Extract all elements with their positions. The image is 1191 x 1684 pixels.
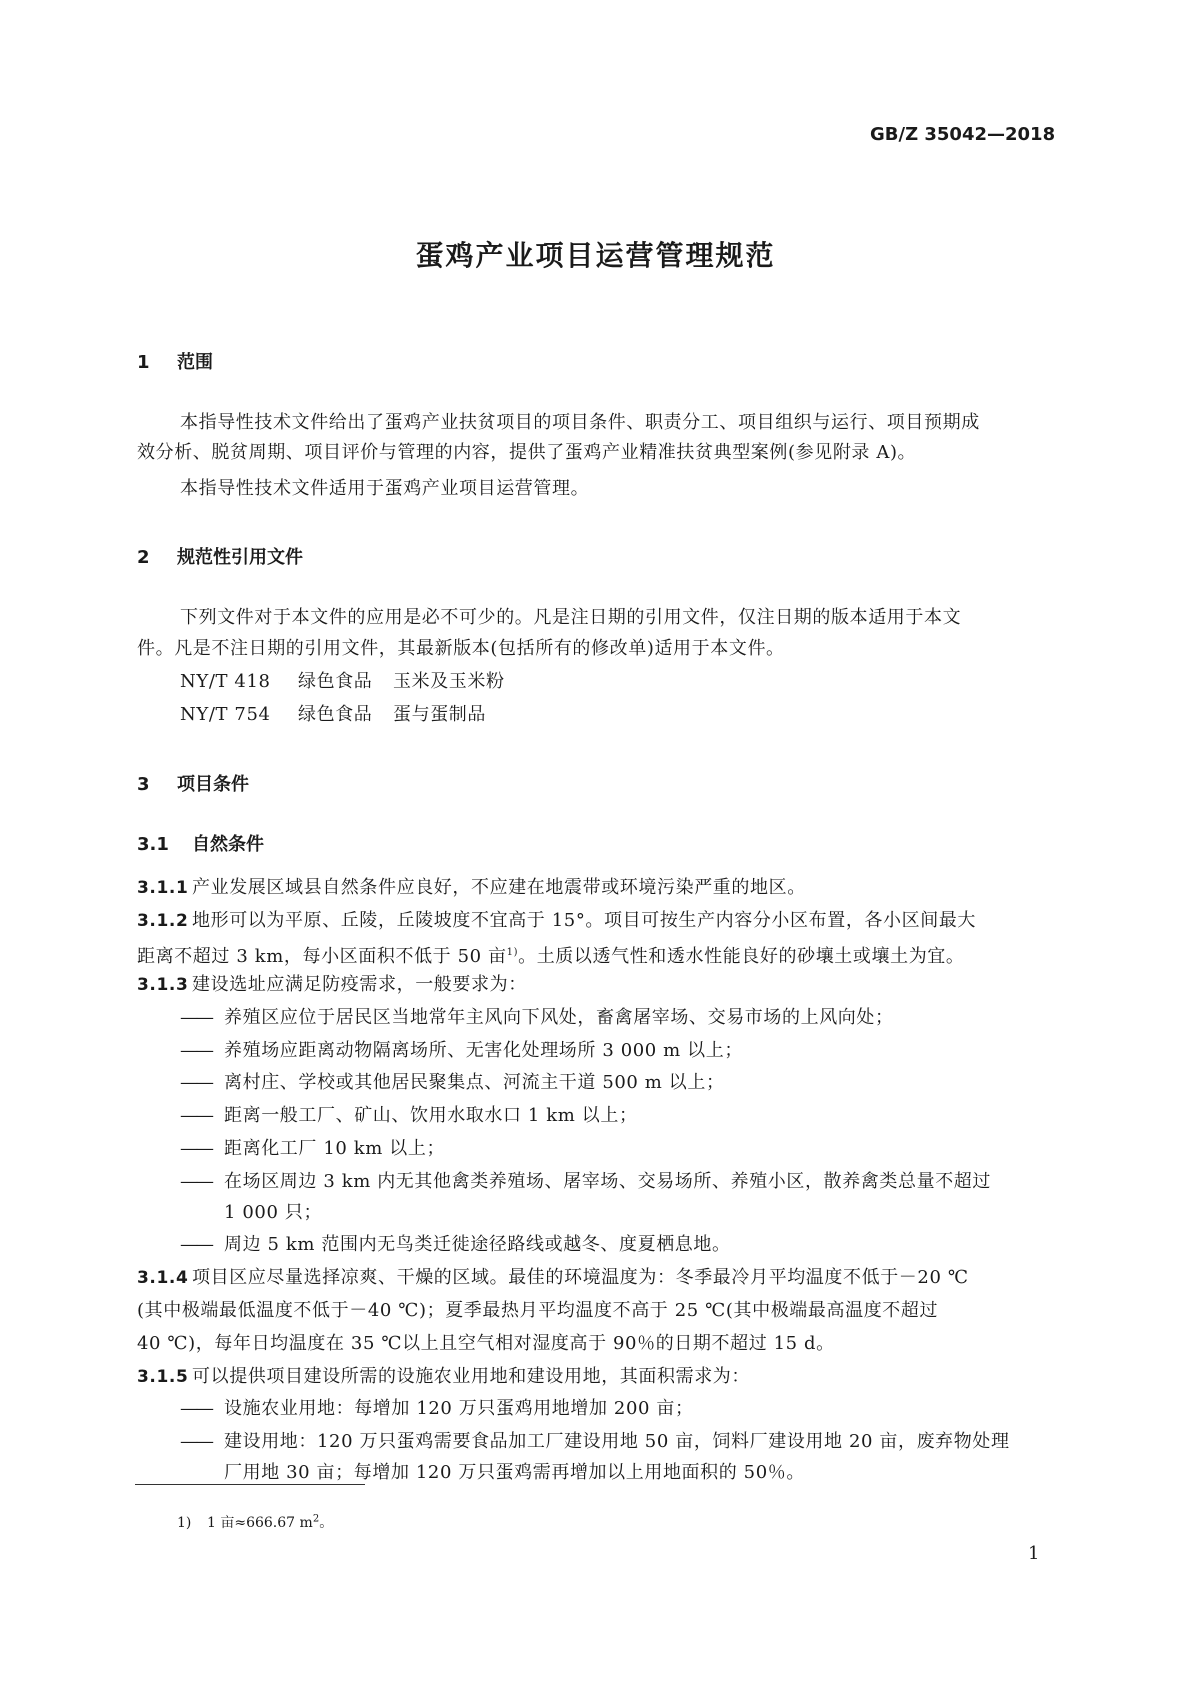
clause-text: 。土质以透气性和透水性能良好的砂壤土或壤土为宜。 bbox=[518, 946, 965, 967]
list-item bbox=[180, 1394, 694, 1424]
reference-name: 蛋与蛋制品 bbox=[393, 704, 486, 725]
dash-marker: —— bbox=[180, 1007, 212, 1028]
clause-line: (其中极端最低温度不低于－40 ℃)；夏季最热月平均温度不高于 25 ℃(其中极端最高温度不超过 bbox=[137, 1300, 939, 1321]
clause-3-1-5 bbox=[137, 1362, 750, 1392]
reference-group: 绿色食品 bbox=[298, 704, 373, 725]
clause-3-1-2 bbox=[137, 906, 976, 936]
clause-3-1-4 bbox=[137, 1263, 969, 1293]
list-item-text: 距离化工厂 10 km 以上； bbox=[224, 1138, 446, 1159]
clause-text: 建设选址应满足防疫需求，一般要求为： bbox=[192, 974, 527, 995]
dash-marker: —— bbox=[180, 1431, 212, 1452]
clause-text: 项目区应尽量选择凉爽、干燥的区域。最佳的环境温度为：冬季最冷月平均温度不低于－20 ℃ bbox=[192, 1267, 969, 1288]
dash-marker: —— bbox=[180, 1234, 212, 1255]
list-item bbox=[180, 1134, 445, 1164]
list-item-text: 在场区周边 3 km 内无其他禽类养殖场、屠宰场、交易场所、养殖小区，散养禽类总量不超过 bbox=[224, 1171, 991, 1192]
clause-number: 3.1.1 bbox=[137, 878, 189, 898]
list-item bbox=[180, 1230, 731, 1260]
clause-text: 可以提供项目建设所需的设施农业用地和建设用地，其面积需求为： bbox=[192, 1366, 750, 1387]
clause-text: 产业发展区域县自然条件应良好，不应建在地震带或环境污染严重的地区。 bbox=[192, 877, 806, 898]
list-item-text: 养殖场应距离动物隔离场所、无害化处理场所 3 000 m 以上； bbox=[224, 1040, 743, 1061]
footnote-superscript: 2 bbox=[312, 1513, 320, 1525]
clause-number: 3.1.3 bbox=[137, 975, 189, 995]
footnote-mark: 1) bbox=[177, 1515, 192, 1531]
footnote bbox=[177, 1512, 333, 1532]
section-title: 项目条件 bbox=[177, 774, 249, 795]
clause-3-1-3 bbox=[137, 970, 527, 1000]
dash-marker: —— bbox=[180, 1105, 212, 1126]
section-heading-2 bbox=[137, 543, 303, 569]
list-item bbox=[180, 1003, 894, 1033]
list-item-text: 周边 5 km 范围内无鸟类迁徙途径路线或越冬、度夏栖息地。 bbox=[224, 1234, 731, 1255]
paragraph-line: 效分析、脱贫周期、项目评价与管理的内容，提供了蛋鸡产业精准扶贫典型案例(参见附录 A)。 bbox=[137, 442, 917, 463]
dash-marker: —— bbox=[180, 1040, 212, 1061]
reference-group: 绿色食品 bbox=[298, 671, 373, 692]
subsection-number: 3.1 bbox=[137, 834, 169, 855]
list-item bbox=[180, 1068, 725, 1098]
section-number: 3 bbox=[137, 774, 150, 795]
dash-marker: —— bbox=[180, 1138, 212, 1159]
list-item-continuation: 1 000 只； bbox=[224, 1202, 323, 1223]
footnote-reference[interactable]: 1) bbox=[506, 947, 519, 958]
list-item-text: 离村庄、学校或其他居民聚集点、河流主干道 500 m 以上； bbox=[224, 1072, 725, 1093]
subsection-heading bbox=[137, 830, 264, 856]
section-heading-1 bbox=[137, 348, 213, 374]
reference-code: NY/T 418 bbox=[180, 671, 271, 692]
dash-marker: —— bbox=[180, 1171, 212, 1192]
standard-code: GB/Z 35042—2018 bbox=[870, 124, 1056, 145]
subsection-title: 自然条件 bbox=[192, 834, 264, 855]
section-title: 范围 bbox=[177, 352, 213, 373]
section-heading-3 bbox=[137, 770, 249, 796]
reference-name: 玉米及玉米粉 bbox=[393, 671, 505, 692]
clause-number: 3.1.4 bbox=[137, 1268, 189, 1288]
list-item-text: 养殖区应位于居民区当地常年主风向下风处，畜禽屠宰场、交易市场的上风向处； bbox=[224, 1007, 894, 1028]
footnote-text: 1 亩≈666.67 m bbox=[207, 1515, 313, 1531]
list-item-text: 距离一般工厂、矿山、饮用水取水口 1 km 以上； bbox=[224, 1105, 638, 1126]
clause-text: 距离不超过 3 km，每小区面积不低于 50 亩 bbox=[137, 946, 507, 967]
clause-line: 40 ℃)，每年日均温度在 35 ℃以上且空气相对湿度高于 90％的日期不超过 15 d。 bbox=[137, 1333, 835, 1354]
clause-number: 3.1.2 bbox=[137, 911, 189, 931]
list-item bbox=[180, 1167, 991, 1197]
paragraph-line: 本指导性技术文件适用于蛋鸡产业项目运营管理。 bbox=[180, 478, 590, 499]
list-item-continuation: 厂用地 30 亩；每增加 120 万只蛋鸡需再增加以上用地面积的 50％。 bbox=[224, 1462, 805, 1483]
paragraph-line: 下列文件对于本文件的应用是必不可少的。凡是注日期的引用文件，仅注日期的版本适用于本文 bbox=[180, 607, 962, 628]
clause-line bbox=[137, 938, 965, 972]
dash-marker: —— bbox=[180, 1398, 212, 1419]
reference-entry bbox=[180, 700, 486, 730]
footnote-separator bbox=[135, 1484, 365, 1485]
paragraph-line: 件。凡是不注日期的引用文件，其最新版本(包括所有的修改单)适用于本文件。 bbox=[137, 638, 785, 659]
clause-text: 地形可以为平原、丘陵，丘陵坡度不宜高于 15°。项目可按生产内容分小区布置，各小区间最大 bbox=[192, 910, 977, 931]
list-item bbox=[180, 1036, 743, 1066]
document-title: 蛋鸡产业项目运营管理规范 bbox=[415, 239, 776, 272]
list-item bbox=[180, 1101, 638, 1131]
reference-code: NY/T 754 bbox=[180, 704, 271, 725]
page-number: 1 bbox=[1028, 1543, 1040, 1564]
paragraph-line: 本指导性技术文件给出了蛋鸡产业扶贫项目的项目条件、职责分工、项目组织与运行、项目预期成 bbox=[180, 412, 980, 433]
list-item-text: 设施农业用地：每增加 120 万只蛋鸡用地增加 200 亩； bbox=[224, 1398, 694, 1419]
clause-3-1-1 bbox=[137, 873, 806, 903]
section-title: 规范性引用文件 bbox=[177, 547, 303, 568]
clause-number: 3.1.5 bbox=[137, 1367, 189, 1387]
list-item bbox=[180, 1427, 1010, 1457]
reference-entry bbox=[180, 667, 505, 697]
section-number: 2 bbox=[137, 547, 150, 568]
section-number: 1 bbox=[137, 352, 150, 373]
footnote-text: 。 bbox=[319, 1515, 334, 1531]
dash-marker: —— bbox=[180, 1072, 212, 1093]
list-item-text: 建设用地：120 万只蛋鸡需要食品加工厂建设用地 50 亩，饲料厂建设用地 20 亩，废弃物处理 bbox=[224, 1431, 1010, 1452]
